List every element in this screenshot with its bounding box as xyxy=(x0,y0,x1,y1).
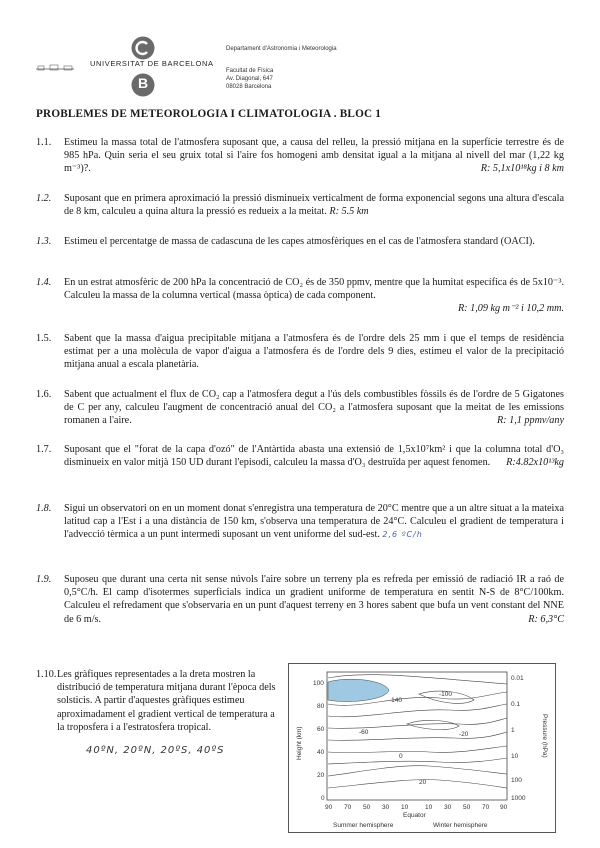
x-tick: 30 xyxy=(382,804,390,811)
height-ticks xyxy=(313,680,325,802)
problem-number: 1.5. xyxy=(36,333,52,344)
problem-number: 1.2. xyxy=(36,193,52,204)
problem-text: Suposant que el "forat de la capa d'ozó" de l'Antàrtida abasta una extensió de 1,5x10⁷km² i que la columna total d'O₃ disminueix en valor mitjà 150 UD durant l'episodi, calculeu la massa d'O₃ destruïda per aquest fenomen. xyxy=(64,444,564,469)
contour-label: -140 xyxy=(389,697,403,704)
x-tick: 10 xyxy=(425,804,433,811)
problem-number: 1.9. xyxy=(36,574,52,585)
x-tick: 50 xyxy=(363,804,371,811)
temperature-cross-section-figure xyxy=(288,663,556,833)
problem-text: Suposeu que durant una certa nit sense núvols l'aire sobre un terreny pla es refreda per emissió de radiació IR a raó de 0,5°C/h. El camp d'isotermes superficials indica un gradient uniforme de temperatura en sentit N-S de 8°C/100km. Calculeu el refredament que s'observaria en un punt d'aquest terreny en 3 hores sabent que bufa un vent constant del NNE de 6 m/s. xyxy=(64,574,564,625)
y-tick: 100 xyxy=(313,680,324,687)
problem-number: 1.3. xyxy=(36,236,52,247)
y-tick: 0 xyxy=(321,795,325,802)
problem-number: 1.8. xyxy=(36,503,52,514)
faculty-street: Av. Diagonal, 647 xyxy=(226,76,273,82)
x-tick: 10 xyxy=(401,804,409,811)
x-tick: 90 xyxy=(325,804,333,811)
problem-1-8 xyxy=(36,502,564,542)
y-tick: 20 xyxy=(317,772,325,779)
contour-label: -20 xyxy=(459,731,469,738)
x-tick: 70 xyxy=(482,804,490,811)
problem-1-2 xyxy=(36,192,564,218)
problem-text: Suposant que en primera aproximació la pressió disminueix verticalment de forma exponencial segons una altura d'escala de 8 km, calculeu a quina altura la pressió es redueix a la meitat. xyxy=(64,193,564,218)
latitude-ticks xyxy=(325,804,508,811)
problem-number: 1.4. xyxy=(36,277,52,288)
x-tick: 90 xyxy=(500,804,508,811)
contour-label: 20 xyxy=(419,779,427,786)
contour-label: 0 xyxy=(399,753,403,760)
problem-text: Estimeu el percentatge de massa de cadascuna de les capes atmosfèriques en el cas de l'atmosfera standard (OACI). xyxy=(64,236,535,247)
handwritten-latitudes: 40ºN, 20ºN, 20ºS, 40ºS xyxy=(86,745,225,757)
problem-number: 1.10. xyxy=(36,669,57,680)
problem-text: En un estrat atmosfèric de 200 hPa la concentració de CO₂ és de 350 ppmv, mentre que la humitat específica és de 5x10⁻³. Calculeu la massa de la columna vertical (massa òptica) de cada component. xyxy=(64,277,564,302)
problem-text: Les gràfiques representades a la dreta mostren la distribució de temperatura mitjana durant l'època dels solsticis. A partir d'aquestes gràfiques estimeu aproximadament el gradient vertical de temperatura a la troposfera i a l'estratosfera tropical. xyxy=(57,669,276,733)
p-tick: 100 xyxy=(511,777,522,784)
y-tick: 40 xyxy=(317,749,325,756)
p-tick: 10 xyxy=(511,753,519,760)
problem-text: Estimeu la massa total de l'atmosfera suposant que, a causa del relleu, la pressió mitjana en la superfície terrestre és de 985 hPa. Quin seria el seu gruix total si l'aire fos homogeni amb densitat igual a la mitjana al nivell del mar (1,22 kg m⁻³)?. xyxy=(64,137,564,175)
problem-answer: R: 6,3°C xyxy=(528,613,564,625)
problem-1-1 xyxy=(36,136,564,176)
faculty-name: Facultat de Física xyxy=(226,68,274,74)
problem-answer: R: 1,09 kg m⁻² i 10,2 mm. xyxy=(457,303,564,315)
problem-1-10 xyxy=(36,668,284,757)
contour-label: -100 xyxy=(439,691,453,698)
ub-small-logo xyxy=(36,60,76,78)
problem-number: 1.6. xyxy=(36,389,52,400)
problem-1-4 xyxy=(36,276,564,316)
problem-text: Sabent que actualment el flux de CO₂ cap a l'atmosfera degut a l'ús dels combustibles fòssils és de l'ordre de 5 Gigatones de C per any, calculeu l'augment de concentració anual del CO₂ a l'atmosfera suposant que la meitat de les emissions romanen a l'aire. xyxy=(64,389,564,427)
handwritten-note: 2,6 ºC/h xyxy=(382,530,423,540)
p-tick: 1000 xyxy=(511,795,526,802)
contour-label: -60 xyxy=(359,729,369,736)
problem-1-6 xyxy=(36,388,564,428)
problem-answer: R:4.82x10¹³kg xyxy=(506,457,564,469)
problem-number: 1.1. xyxy=(36,137,52,148)
page-title: PROBLEMES DE METEOROLOGIA I CLIMATOLOGIA . BLOC 1 xyxy=(36,108,382,120)
summer-hemisphere-label: Summer hemisphere xyxy=(333,822,394,829)
y-tick: 60 xyxy=(317,726,325,733)
ub-crest xyxy=(130,36,156,103)
figure-canvas xyxy=(289,664,555,832)
equator-label: Equator xyxy=(403,812,426,819)
crest-letter: B xyxy=(137,75,149,91)
department-name: Departament d'Astronomia i Meteorologia xyxy=(226,46,337,52)
problem-answer: R: 1,1 ppmv/any xyxy=(496,415,564,427)
y-axis-label: Height (km) xyxy=(296,726,303,760)
problem-answer: R: 5,1x10¹⁸kg i 8 km xyxy=(480,163,564,175)
problem-1-9 xyxy=(36,573,564,626)
y2-axis-label: Pressure (hPa) xyxy=(541,714,548,758)
university-name: UNIVERSITAT DE BARCELONA xyxy=(90,59,214,68)
problem-1-7 xyxy=(36,443,564,469)
problem-number: 1.7. xyxy=(36,444,52,455)
y-tick: 80 xyxy=(317,703,325,710)
pressure-ticks xyxy=(511,675,526,802)
winter-hemisphere-label: Winter hemisphere xyxy=(433,822,488,829)
faculty-city: 08028 Barcelona xyxy=(226,84,272,90)
p-tick: 1 xyxy=(511,727,515,734)
problem-answer: R: 5.5 km xyxy=(329,206,369,218)
problem-1-5 xyxy=(36,332,564,372)
x-tick: 70 xyxy=(344,804,352,811)
problem-1-3 xyxy=(36,235,564,248)
problem-text: Sigui un observatori on en un moment donat s'enregistra una temperatura de 20°C mentre que a un altre situat a la mateixa latitud cap a l'Est i a una distància de 150 km, s'observa una temperatura de 24°C. Calculeu el gradient de temperatura i l'advecció tèrmica a un punt intermedi suposant un vent uniforme del sud-est. xyxy=(64,503,564,541)
problem-text: Sabent que la massa d'aigua precipitable mitjana a l'atmosfera és de l'ordre dels 25 mm i que el temps de residència estimat per a una molècula de vapor d'aigua a l'atmosfera és de l'ordre dels 9 dies, estimeu el valor de la precipitació mitjana anual a escala planetària. xyxy=(64,333,564,371)
p-tick: 0.1 xyxy=(511,701,521,708)
x-tick: 30 xyxy=(444,804,452,811)
p-tick: 0.01 xyxy=(511,675,524,682)
x-tick: 50 xyxy=(463,804,471,811)
